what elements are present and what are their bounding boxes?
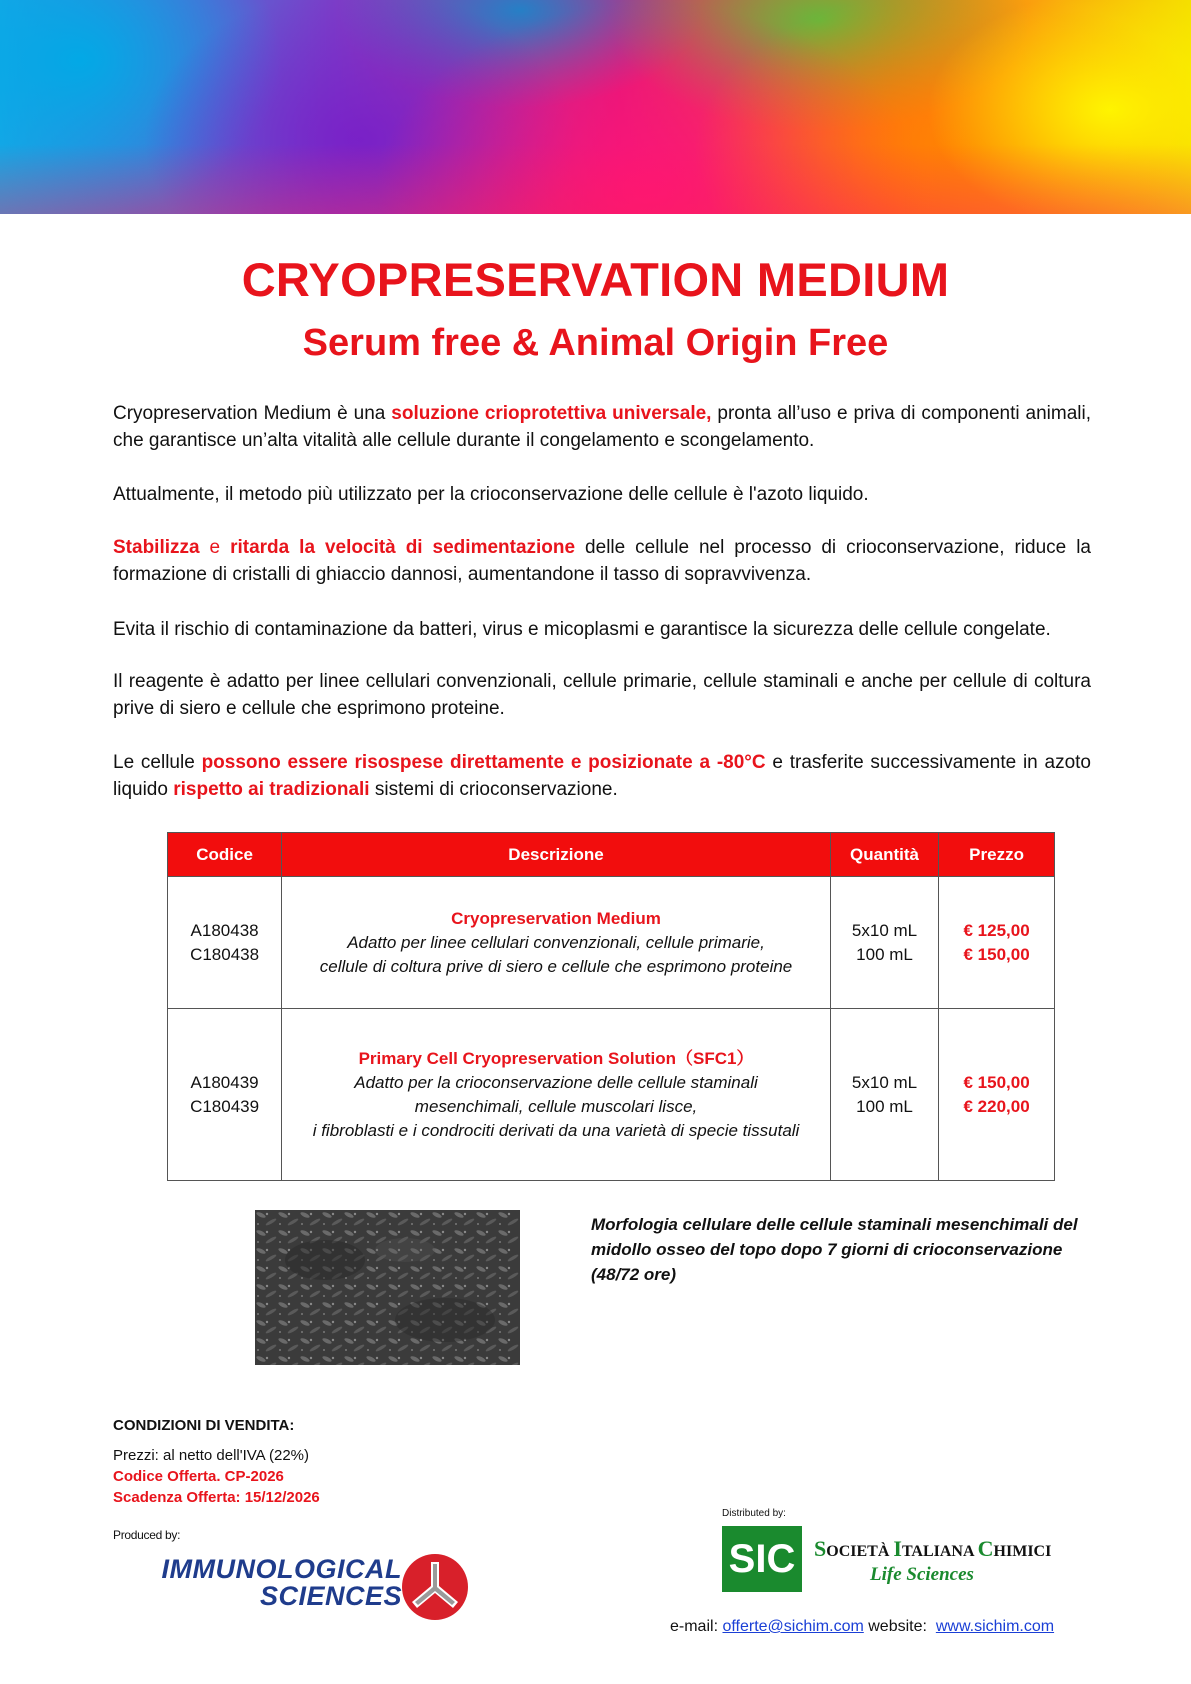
product-code-cell: A180438 C180438 (168, 877, 282, 1009)
table-row (168, 877, 1055, 1009)
conditions-prices: Prezzi: al netto dell'IVA (22%) (113, 1447, 310, 1464)
product-price-cell: € 125,00 € 150,00 (939, 877, 1055, 1009)
immuno-emblem-icon (400, 1552, 470, 1622)
storage-paragraph: Le cellule possono essere risospese direttamente e posizionate a -80°C e trasferite successivamente in azoto liquido rispetto ai tradizionali sistemi di crioconservazione. (113, 752, 1091, 800)
figure-caption: Morfologia cellulare delle cellule staminali mesenchimali del midollo osseo del topo dopo 7 giorni di crioconservazione (48/72 ore) (591, 1215, 1078, 1284)
header-quantity: Quantità (830, 833, 938, 877)
offer-code: Codice Offerta. CP-2026 (113, 1468, 284, 1485)
stabilize-paragraph: Stabilizza e ritarda la velocità di sedimentazione delle cellule nel processo di crioconservazione, riduce la formazione di cristalli di ghiaccio dannosi, aumentandone il tasso di sopravvivenza. (113, 537, 1091, 585)
header-code: Codice (168, 833, 282, 877)
intro-paragraph: Cryopreservation Medium è una soluzione crioprotettiva universale, pronta all’uso e priva di componenti animali, che garantisce un’alta vitalità alle cellule durante il congelamento e scongelamento. (113, 403, 1091, 451)
rainbow-banner (0, 0, 1191, 214)
table-row (168, 1009, 1055, 1181)
product-code-cell: A180439 C180439 (168, 1009, 282, 1181)
email-link[interactable]: offerte@sichim.com (722, 1618, 864, 1635)
product-table (167, 832, 1055, 1181)
product-price-cell: € 150,00 € 220,00 (939, 1009, 1055, 1181)
produced-by-label: Produced by: (113, 1528, 181, 1542)
method-paragraph: Attualmente, il metodo più utilizzato per la crioconservazione delle cellule è l'azoto liquido. (113, 484, 869, 505)
offer-expiry: Scadenza Offerta: 15/12/2026 (113, 1489, 320, 1506)
header-description: Descrizione (282, 833, 831, 877)
distributed-by-label: Distributed by: (722, 1508, 786, 1519)
product-description-cell: Primary Cell Cryopreservation Solution（SFC1） Adatto per la crioconservazione delle cellule staminali mesenchimali, cellule muscolari lisce, i fibroblasti e i condrociti derivati da una varietà di specie tissutali (282, 1009, 831, 1181)
product-quantity-cell: 5x10 mL 100 mL (830, 877, 938, 1009)
sic-logo: SIC SOCIETÀ ITALIANA CHIMICI Life Sciences (722, 1526, 1052, 1596)
page-subtitle: Serum free & Animal Origin Free (302, 322, 889, 364)
website-link[interactable]: www.sichim.com (935, 1618, 1055, 1635)
conditions-title: CONDIZIONI DI VENDITA: (113, 1417, 295, 1434)
product-name: Primary Cell Cryopreservation Solution（SFC1） (358, 1048, 754, 1068)
page-title: CRYOPRESERVATION MEDIUM (241, 253, 950, 306)
cell-morphology-image (255, 1210, 520, 1365)
reagent-paragraph: Il reagente è adatto per linee cellulari convenzionali, cellule primarie, cellule staminali e anche per cellule di coltura prive di siero e cellule che esprimono proteine. (113, 671, 1091, 719)
product-name: Cryopreservation Medium (451, 908, 661, 928)
immunological-sciences-logo: IMMUNOLOGICAL SCIENCES (112, 1552, 472, 1622)
contamination-paragraph: Evita il rischio di contaminazione da batteri, virus e micoplasmi e garantisce la sicurezza delle cellule congelate. (113, 619, 1051, 640)
contact-footer: e-mail: offerte@sichim.com website: www.sichim.com (670, 1618, 1055, 1635)
header-price: Prezzo (939, 833, 1055, 877)
table-header-row (168, 833, 1055, 877)
product-quantity-cell: 5x10 mL 100 mL (830, 1009, 938, 1181)
product-description-cell: Cryopreservation Medium Adatto per linee cellulari convenzionali, cellule primarie, cellule di coltura prive di siero e cellule che esprimono proteine (282, 877, 831, 1009)
